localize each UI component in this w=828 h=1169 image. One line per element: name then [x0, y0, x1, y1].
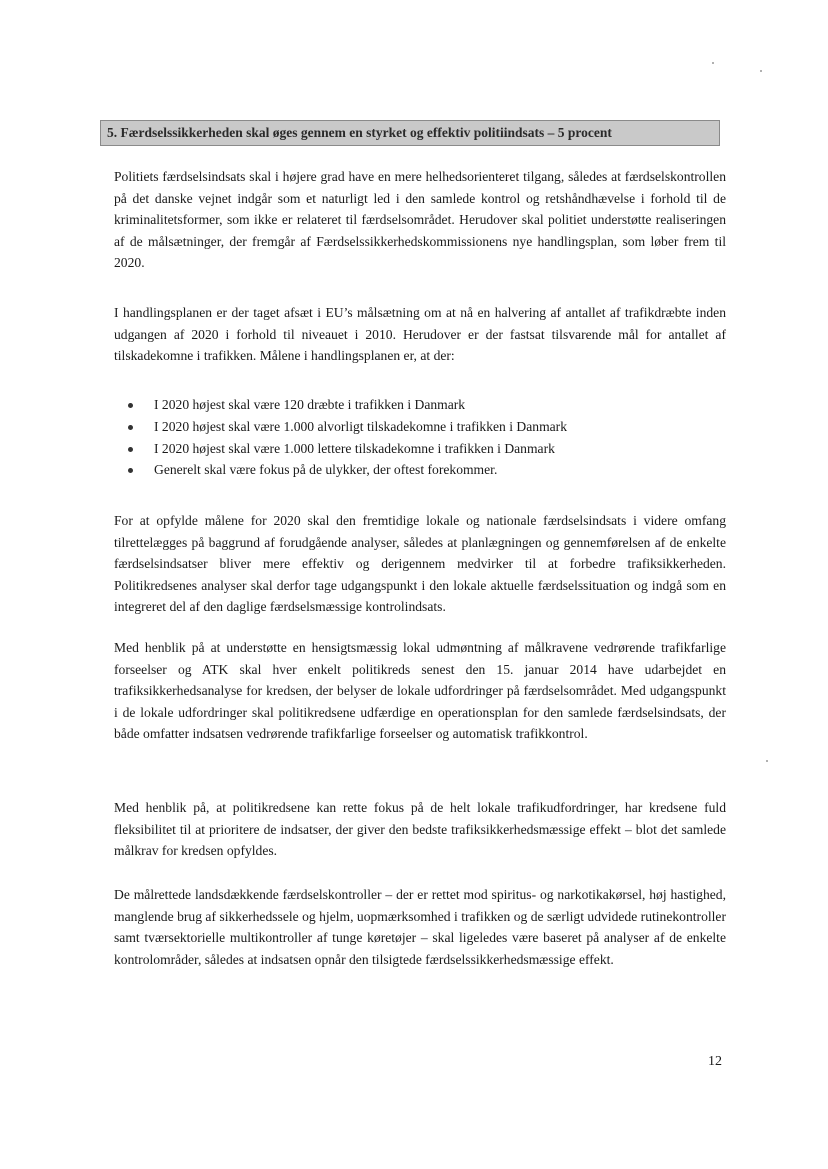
list-item-text: Generelt skal være fokus på de ulykker, der oftest forekommer.	[154, 462, 498, 478]
scan-speck	[766, 760, 768, 762]
list-item	[118, 394, 718, 416]
scan-speck	[712, 62, 714, 64]
list-item-text: I 2020 højest skal være 1.000 lettere tilskadekomne i trafikken i Danmark	[154, 440, 555, 456]
page-number: 12	[708, 1054, 722, 1069]
paragraph-5: Med henblik på, at politikredsene kan rette fokus på de helt lokale trafikudfordringer, har kredsene fuld fleksibilitet til at prioritere de indsatser, der giver den bedste trafiksikkerhedsmæssige effekt – blot det samlede målkrav for kredsen opfyldes.	[114, 800, 726, 858]
paragraph-1: Politiets færdselsindsats skal i højere grad have en mere helhedsorienteret tilgang, således at færdselskontrollen på det danske vejnet indgår som et naturligt led i den samlede kontrol og retshåndhævelse i forhold til de kriminalitetsformer, som ikke er relateret til færdselsområdet. Herudover skal politiet understøtte realiseringen af de målsætninger, der fremgår af Færdselssikkerhedskommissionens nye handlingsplan, som løber frem til 2020.	[114, 169, 726, 270]
paragraph-6: De målrettede landsdækkende færdselskontroller – der er rettet mod spiritus- og narkotikakørsel, høj hastighed, manglende brug af sikkerhedssele og hjelm, uopmærksomhed i trafikken og de særligt udvidede rutinekontroller samt tværsektorielle multikontroller af tunge køretøjer – skal ligeledes være baseret på analyser af de enkelte kontrolområder, således at indsatsen opnår den tilsigtede færdselssikkerhedsmæssige effekt.	[114, 887, 726, 967]
paragraph-3: For at opfylde målene for 2020 skal den fremtidige lokale og nationale færdselsindsats i videre omfang tilrettelægges på baggrund af forudgående analyser, således at planlægningen og gennemførelsen af de enkelte færdselsindsatser bliver mere effektiv og derigennem medvirker til at forbedre trafiksikkerheden. Politikredsenes analyser skal derfor tage udgangspunkt i den lokale aktuelle færdselssituation og indgå som en integreret del af den daglige færdselsmæssige kontrolindsats.	[114, 513, 726, 614]
bullet-icon	[128, 403, 133, 408]
list-item-text: I 2020 højest skal være 1.000 alvorligt tilskadekomne i trafikken i Danmark	[154, 418, 568, 434]
list-item-text: I 2020 højest skal være 120 dræbte i trafikken i Danmark	[154, 397, 466, 412]
bullet-icon	[128, 468, 133, 473]
bullet-icon	[128, 447, 133, 452]
scan-speck	[760, 70, 762, 72]
paragraph-2: I handlingsplanen er der taget afsæt i EU’s målsætning om at nå en halvering af antallet af trafikdræbte inden udgangen af 2020 i forhold til niveauet i 2010. Herudover er der fastsat tilsvarende mål for antallet af tilskadekomne i trafikken. Målene i handlingsplanen er, at der:	[114, 305, 726, 363]
goals-list	[118, 394, 718, 481]
section-heading: 5. Færdselssikkerheden skal øges gennem en styrket og effektiv politiindsats – 5 procent	[100, 120, 720, 146]
paragraph-4: Med henblik på at understøtte en hensigtsmæssig lokal udmøntning af målkravene vedrørende trafikfarlige forseelser og ATK skal hver enkelt politikreds senest den 15. januar 2014 have udarbejdet en trafiksikkerhedsanalyse for kredsen, der belyser de lokale udfordringer på færdselsområdet. Med udgangspunkt i de lokale udfordringer skal politikredsene udfærdige en operationsplan for den samlede færdselsindsats, der både omfatter indsatsen vedrørende trafikfarlige forseelser og automatisk trafikkontrol.	[114, 640, 726, 741]
list-item	[118, 459, 718, 481]
bullet-icon	[128, 425, 133, 430]
list-item	[118, 438, 718, 460]
list-item	[118, 416, 718, 438]
